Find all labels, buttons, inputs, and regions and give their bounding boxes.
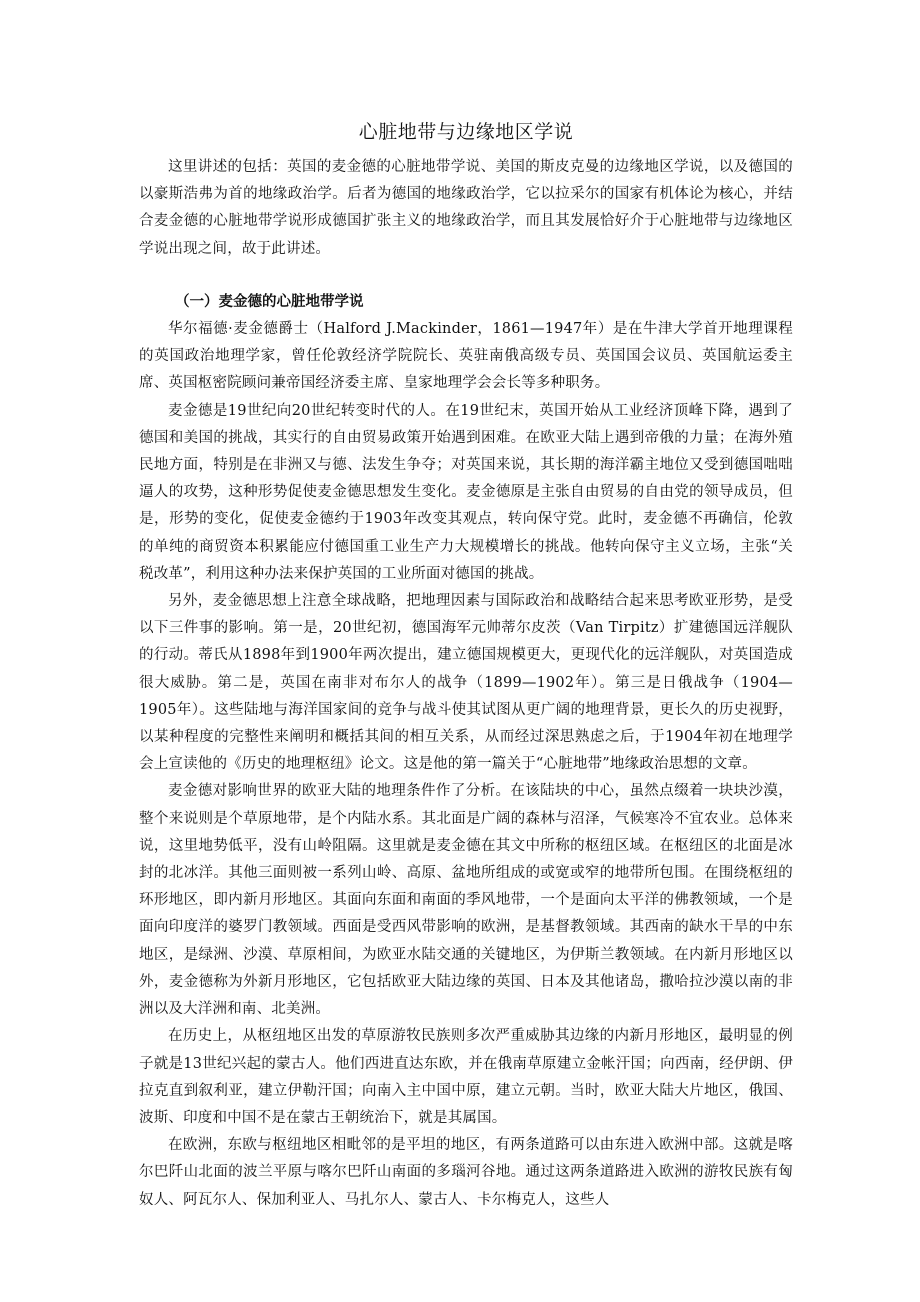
paragraph-2: 麦金德是19世纪向20世纪转变时代的人。在19世纪末，英国开始从工业经济顶峰下降，遇到了德国和美国的挑战，其实行的自由贸易政策开始遇到困难。在欧亚大陆上遇到帝俄的力量；在海外殖民地方面，特别是在非洲又与德、法发生争夺；对英国来说，其长期的海洋霸主地位又受到德国咄咄逼人的攻势，这种形势促使麦金德思想发生变化。麦金德原是主张自由贸易的自由党的领导成员，但是，形势的变化，促使麦金德约于1903年改变其观点，转向保守党。此时，麦金德不再确信，伦敦的单纯的商贸资本积累能应付德国重工业生产力大规模增长的挑战。他转向保守主义立场，主张“关税改革”，利用这种办法来保护英国的工业所面对德国的挑战。 <box>139 402 793 582</box>
paragraph-5: 在历史上，从枢纽地区出发的草原游牧民族则多次严重威胁其边缘的内新月形地区，最明显的例子就是13世纪兴起的蒙古人。他们西进直达东欧，并在俄南草原建立金帐汗国；向西南，经伊朗、伊拉克直到叙利亚，建立伊勒汗国；向南入主中国中原，建立元朝。当时，欧亚大陆大片地区，俄国、波斯、印度和中国不是在蒙古王朝统治下，就是其属国。 <box>139 1028 793 1126</box>
section-spacer <box>139 263 793 289</box>
section-heading: （一）麦金德的心脏地带学说 <box>175 293 364 310</box>
intro-paragraph: 这里讲述的包括：英国的麦金德的心脏地带学说、美国的斯皮克曼的边缘地区学说，以及德国的以豪斯浩弗为首的地缘政治学。后者为德国的地缘政治学，它以拉采尔的国家有机体论为核心，并结合麦金德的心脏地带学说形成德国扩张主义的地缘政治学，而且其发展恰好介于心脏地带与边缘地区学说出现之间，故于此讲述。 <box>139 159 793 257</box>
paragraph-3: 另外，麦金德思想上注意全球战略，把地理因素与国际政治和战略结合起来思考欧亚形势，是受以下三件事的影响。第一是，20世纪初，德国海军元帅蒂尔皮茨（Van Tirpitz）扩建德国远洋舰队的行动。蒂氏从1898年到1900年两次提出，建立德国规模更大，更现代化的远洋舰队，对英国造成很大威胁。第二是，英国在南非对布尔人的战争（1899—1902年）。第三是日俄战争（1904—1905年）。这些陆地与海洋国家间的竞争与战斗使其试图从更广阔的地理背景，更长久的历史视野，以某种程度的完整性来阐明和概括其间的相互关系，从而经过深思熟虑之后，于1904年初在地理学会上宣读他的《历史的地理枢纽》论文。这是他的第一篇关于“心脏地带”地缘政治思想的文章。 <box>139 593 793 773</box>
paragraph-1: 华尔福德·麦金德爵士（Halford J.Mackinder，1861—1947年）是在牛津大学首开地理课程的英国政治地理学家，曾任伦敦经济学院院长、英驻南俄高级专员、英国国会议员、英国航运委主席、英国枢密院顾问兼帝国经济委主席、皇家地理学会会长等多种职务。 <box>139 321 793 392</box>
document-page <box>139 112 793 1214</box>
paragraph-4: 麦金德对影响世界的欧亚大陆的地理条件作了分析。在该陆块的中心，虽然点缀着一块块沙漠，整个来说则是个草原地带，是个内陆水系。其北面是广阔的森林与沼泽，气候寒冷不宜农业。总体来说，这里地势低平，没有山岭阻隔。这里就是麦金德在其文中所称的枢纽区域。在枢纽区的北面是冰封的北冰洋。其他三面则被一系列山岭、高原、盆地所组成的或宽或窄的地带所包围。在围绕枢纽的环形地区，即内新月形地区。其面向东面和南面的季风地带，一个是面向太平洋的佛教领域，一个是面向印度洋的婆罗门教领域。西面是受西风带影响的欧洲，是基督教领域。其西南的缺水干旱的中东地区，是绿洲、沙漠、草原相间，为欧亚水陆交通的关键地区，为伊斯兰教领域。在内新月形地区以外，麦金德称为外新月形地区，它包括欧亚大陆边缘的英国、日本及其他诸岛，撒哈拉沙漠以南的非洲以及大洋洲和南、北美洲。 <box>139 783 793 1018</box>
document-title: 心脏地带与边缘地区学说 <box>358 121 574 143</box>
paragraph-6: 在欧洲，东欧与枢纽地区相毗邻的是平坦的地区，有两条道路可以由东进入欧洲中部。这就是喀尔巴阡山北面的波兰平原与喀尔巴阡山南面的多瑙河谷地。通过这两条道路进入欧洲的游牧民族有匈奴人、阿瓦尔人、保加利亚人、马扎尔人、蒙古人、卡尔梅克人，这些人 <box>139 1137 793 1208</box>
